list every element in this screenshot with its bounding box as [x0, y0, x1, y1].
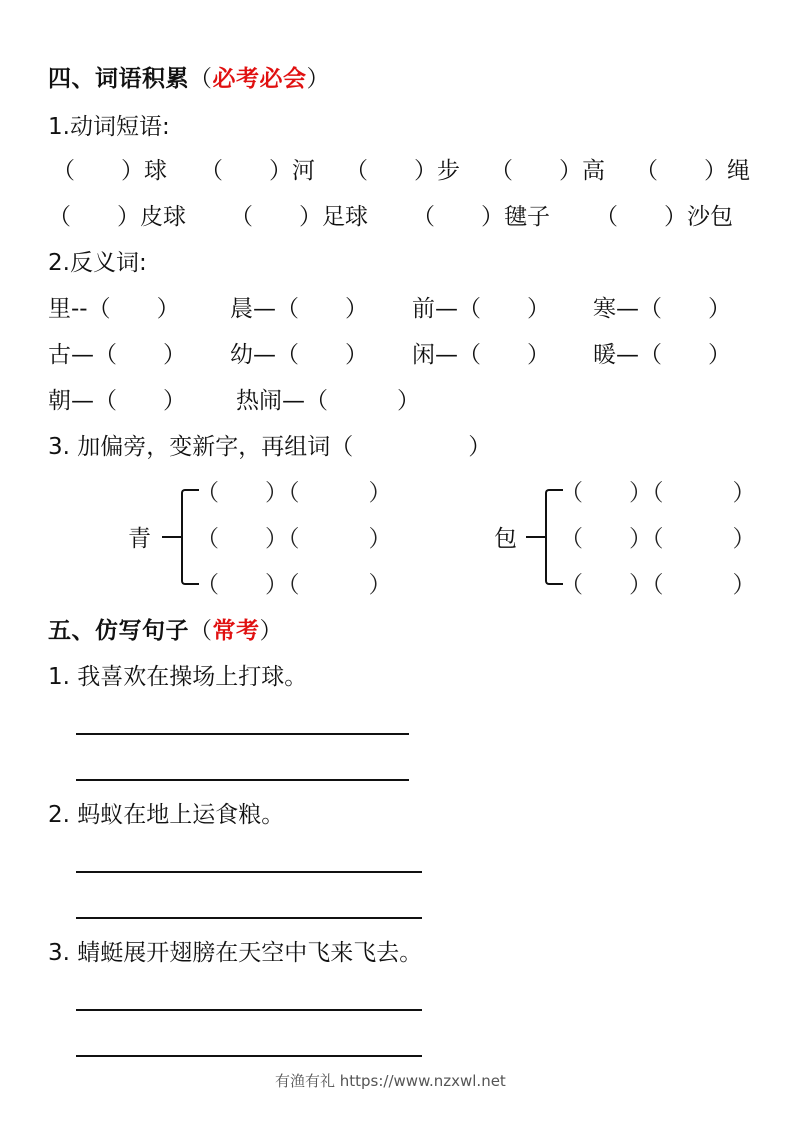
section-5-heading	[48, 612, 283, 645]
section-5-title: 五、仿写句子	[48, 618, 189, 644]
qing-row-1: （ ）（ ）	[196, 480, 392, 506]
verb-phrase-3: （ ）步	[345, 158, 460, 184]
section-4-close-paren: ）	[306, 66, 330, 92]
answer-line-3a[interactable]	[76, 1009, 422, 1011]
q1-label: 1.动词短语:	[48, 114, 170, 140]
antonym-7: 闲—（ ）	[412, 342, 550, 368]
sentence-2: 2. 蚂蚁在地上运食粮。	[48, 802, 285, 828]
verb-phrase-4: （ ）高	[490, 158, 605, 184]
footer-watermark: 有渔有礼 https://www.nzxwl.net	[275, 1072, 506, 1090]
qing-row-2: （ ）（ ）	[196, 526, 392, 552]
verb-phrase-8: （ ）毽子	[412, 204, 550, 230]
verb-phrase-9: （ ）沙包	[595, 204, 733, 230]
sentence-3: 3. 蜻蜓展开翅膀在天空中飞来飞去。	[48, 940, 423, 966]
answer-line-2a[interactable]	[76, 871, 422, 873]
verb-phrase-2: （ ）河	[200, 158, 315, 184]
q2-label: 2.反义词:	[48, 250, 147, 276]
verb-phrase-5: （ ）绳	[635, 158, 750, 184]
section-4-heading	[48, 60, 330, 93]
qing-row-3: （ ）（ ）	[196, 572, 392, 598]
antonym-2: 晨—（ ）	[230, 296, 368, 322]
answer-line-1a[interactable]	[76, 733, 409, 735]
verb-phrase-7: （ ）足球	[230, 204, 368, 230]
verb-phrase-1: （ ）球	[52, 158, 167, 184]
brace-tick	[162, 536, 182, 538]
sentence-1: 1. 我喜欢在操场上打球。	[48, 664, 308, 690]
section-4-open-paren: （	[189, 66, 213, 92]
brace-tick	[526, 536, 546, 538]
antonym-5: 古—（ ）	[48, 342, 186, 368]
section-5-close-paren: ）	[259, 618, 283, 644]
section-5-open-paren: （	[189, 618, 213, 644]
bao-row-2: （ ）（ ）	[560, 526, 756, 552]
answer-line-1b[interactable]	[76, 779, 409, 781]
answer-line-2b[interactable]	[76, 917, 422, 919]
section-4-tag: 必考必会	[212, 66, 307, 92]
radical-char-qing: 青	[128, 526, 151, 552]
antonym-6: 幼—（ ）	[230, 342, 368, 368]
bao-row-3: （ ）（ ）	[560, 572, 756, 598]
section-4-title: 四、词语积累	[48, 66, 189, 92]
antonym-8: 暖—（ ）	[593, 342, 731, 368]
antonym-4: 寒—（ ）	[593, 296, 731, 322]
answer-line-3b[interactable]	[76, 1055, 422, 1057]
radical-char-bao: 包	[494, 526, 517, 552]
antonym-1: 里--（ ）	[48, 296, 180, 322]
antonym-9: 朝—（ ）	[48, 388, 186, 414]
q3-label: 3. 加偏旁，变新字，再组词（ ）	[48, 434, 492, 460]
antonym-10: 热闹—（ ）	[236, 388, 420, 414]
antonym-3: 前—（ ）	[412, 296, 550, 322]
section-5-tag: 常考	[212, 618, 260, 644]
verb-phrase-6: （ ）皮球	[48, 204, 186, 230]
bao-row-1: （ ）（ ）	[560, 480, 756, 506]
